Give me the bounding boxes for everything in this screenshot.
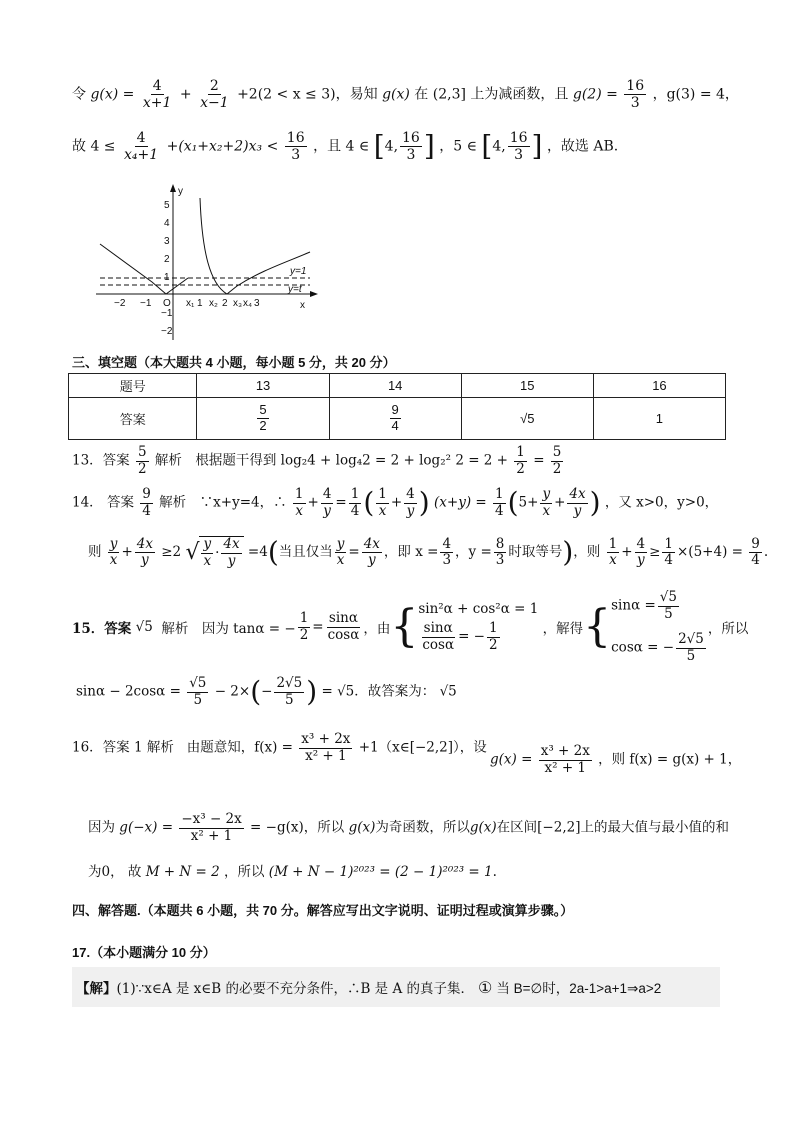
- sys-eq-2: $\frac{\sin\alpha}{\cos\alpha}$ = − $\frac{1}{2}$: [422, 620, 498, 653]
- section-4-title: 四、解答题.（本题共 6 小题，共 70 分。解答应写出文字说明、证明过程或演算步骤。）: [72, 903, 574, 918]
- fraction-16-over-3-c: [508, 130, 530, 163]
- q15-text-1: 解析 因为 tanα = −: [161, 621, 296, 638]
- hyperbola-branch: [200, 198, 227, 294]
- y-tick: 5: [164, 200, 170, 211]
- x-tick: 2: [222, 298, 228, 309]
- q14-end: .: [763, 544, 769, 561]
- solution-system: [611, 590, 708, 664]
- fraction-16-over-3: [285, 130, 307, 163]
- x-tick: x₃: [233, 298, 243, 309]
- text-prefix: 令: [72, 86, 86, 103]
- table-row: [69, 398, 726, 440]
- frac-den: 4: [391, 418, 399, 433]
- sol-1: sinα = $\frac{√5}{5}$: [611, 589, 677, 622]
- fraction: $\frac{y}{x}$: [203, 536, 212, 569]
- q14-l2-e: ，即 x =: [383, 544, 439, 561]
- q16-l3-d: (M + N − 1)²⁰²³ = (2 − 1)²⁰²³ = 1: [268, 864, 493, 880]
- line-end: ，故选 AB.: [546, 138, 619, 155]
- x-tick: −1: [140, 298, 152, 309]
- frac-num: 5: [552, 444, 562, 460]
- fraction: [257, 403, 268, 434]
- fraction: $\frac{4x}{y}$: [223, 536, 240, 569]
- x-tick: 3: [254, 298, 260, 309]
- q14-l2-a: 则: [88, 544, 102, 561]
- q14-line-2: 则 $\frac{y}{x}$ + $\frac{4x}{y}$ ≥2 √ $\frac{y}{x}$ · $\frac{4x}{y}$ =4(当且仅当 $\frac{y}{x}$ = $\frac{4x}{y}$ ，即 x = $\frac{4}{3}$ ，y = $\frac{8}{3}$ 时取等号)，则 $\frac{1}{x}$ + $\frac{4}{y}$ ≥ $\frac{1}{4}$ ×(5+4) = $\frac{9}{4}$ .: [88, 535, 769, 569]
- q16-l2-g: 在区间: [496, 819, 538, 836]
- g2: g(2) =: [572, 86, 618, 103]
- text-mid2: 在: [414, 86, 429, 103]
- q15-text-4: ，所以: [707, 621, 749, 638]
- q14-l2-i: ×(5+4) =: [677, 544, 743, 561]
- brace: {: [390, 601, 419, 653]
- interval: (2,3]: [432, 86, 466, 103]
- equation-system: [418, 601, 538, 653]
- text-mid: +(x₁+x₂+2)x₃ <: [166, 138, 279, 155]
- y-tick: 4: [164, 218, 170, 229]
- fraction: $\frac{y}{x}$: [542, 486, 551, 519]
- frac-num: 2: [209, 78, 219, 94]
- in4-text: 4 ∈: [345, 138, 370, 155]
- x-arrow: [310, 291, 318, 297]
- q15-text-2: ，由: [363, 621, 391, 638]
- x-tick: x₂: [209, 298, 218, 309]
- q15-line-1: 15．答案 √5 解析 因为 tanα = − $\frac{1}{2}$ = $\frac{\sin\alpha}{\cos\alpha}$ ，由 { sin²α + cos²α = 1 $\frac{\sin\alpha}{\cos\alpha}$ = − $\frac{1}{2}$ ，解得 { sinα = $\frac{√5}{5}$ cosα = − $\frac{2√5}{5}$ ，所以: [72, 589, 749, 664]
- q15-line-2: sinα − 2cosα = $\frac{√5}{5}$ − 2×(− $\frac{2√5}{5}$ ) = √5．故答案为： √5: [76, 675, 457, 709]
- table-row: [69, 374, 726, 398]
- q15-l2-b: − 2×: [214, 683, 251, 700]
- fraction: $\frac{1}{x}$: [378, 486, 387, 519]
- fraction: $\frac{1}{2}$: [299, 610, 309, 643]
- fraction-2-over-x-minus-1: [198, 78, 231, 111]
- equals: =: [533, 452, 545, 469]
- table-cell: 1: [593, 398, 725, 440]
- four-comma: 4,: [492, 138, 506, 155]
- x-axis-label: x: [300, 300, 305, 311]
- bracket-open: [: [373, 129, 385, 163]
- q16-line-1: [72, 732, 487, 764]
- left-branch: [100, 244, 188, 294]
- x-tick: −2: [114, 298, 126, 309]
- q14-l2-f: ，y =: [455, 544, 492, 561]
- q13-answer: [136, 445, 149, 477]
- sys-eq-1: sin²α + cos²α = 1: [418, 601, 539, 618]
- q16-l2-b: g(−x) =: [119, 819, 174, 836]
- fraction: $\frac{4}{y}$: [406, 486, 415, 519]
- table-cell: [329, 398, 461, 440]
- fraction: $\frac{8}{3}$: [495, 535, 505, 569]
- q16-l2-f: g(x): [469, 819, 497, 836]
- fraction: $\frac{4}{y}$: [636, 535, 646, 569]
- frac-num: 16: [626, 78, 645, 94]
- frac-den: x+1: [142, 95, 172, 112]
- q15-l2-c: = √5．故答案为：: [321, 683, 436, 700]
- fraction-4-over-x4-plus-1: [122, 130, 160, 163]
- x-tick: x₄: [243, 298, 253, 309]
- q13-number: 13．答案: [72, 452, 130, 469]
- q16-text-3: g(x) =: [490, 751, 533, 768]
- fraction: $\frac{4x}{y}$: [363, 535, 380, 569]
- fraction-result: [551, 445, 564, 477]
- frac-num: 16: [509, 130, 528, 146]
- q15-l2-a: sinα − 2cosα =: [76, 683, 181, 700]
- q14-text-b: (x+y) =: [434, 494, 487, 511]
- fraction: $\frac{4}{y}$: [322, 486, 332, 519]
- text-mid2: ，且: [313, 138, 342, 155]
- q14-l2-b: ≥2: [161, 544, 182, 561]
- inequality-line: [72, 130, 618, 163]
- q17-title: 17.（本小题满分 10 分）: [72, 945, 216, 960]
- answer-table: [68, 373, 726, 440]
- q16-text-1: 由题意知，f(x) =: [186, 739, 293, 756]
- q16-line-2: [88, 812, 729, 844]
- fraction: $\frac{1}{x}$: [294, 486, 304, 519]
- y-arrow: [170, 184, 176, 192]
- q14-answer: [140, 487, 153, 519]
- text-mid3: 上为减函数，且: [470, 86, 569, 103]
- frac-den: 2: [552, 460, 562, 477]
- fraction: [390, 403, 401, 434]
- q14-number: 14． 答案: [72, 494, 134, 511]
- line-label: y=1: [290, 266, 307, 277]
- plus-sign: +: [179, 86, 192, 103]
- q13-line: [72, 445, 565, 477]
- frac-num: 5: [259, 402, 267, 418]
- frac-num: 16: [402, 130, 420, 146]
- q16-l2-e: 为奇函数，所以: [375, 819, 470, 836]
- fraction: $\frac{y}{x}$: [109, 535, 118, 569]
- q16-l2-h: [−2,2]: [537, 819, 581, 836]
- q16-l3-a: 为0， 故: [88, 864, 142, 880]
- sol-2: cosα = − $\frac{2√5}{5}$: [611, 631, 704, 664]
- frac-num: 9: [391, 402, 399, 418]
- frac-num: 1: [516, 444, 525, 460]
- y-tick: −1: [161, 308, 173, 319]
- q16-line-3: [88, 860, 497, 880]
- g-def-lhs: g(x) =: [90, 86, 135, 103]
- fraction-16-over-3: [624, 78, 646, 111]
- in5-text: ，5 ∈: [439, 138, 477, 155]
- frac-den: 2: [137, 460, 147, 477]
- frac-den: 3: [406, 147, 416, 164]
- answer-label: 答案: [69, 398, 197, 440]
- q16-l3-e: .: [492, 864, 497, 880]
- brace: {: [583, 601, 612, 653]
- q16-text-2: +1（x∈[−2,2]），设: [358, 739, 487, 756]
- y-tick: 2: [164, 254, 170, 265]
- frac-den: 3: [514, 147, 524, 164]
- frac-num: 5: [137, 444, 147, 460]
- fraction: $\frac{y}{x}$: [336, 535, 345, 569]
- bracket-close: ]: [423, 129, 435, 163]
- table-cell: [197, 398, 329, 440]
- fraction: $\frac{4x}{y}$: [136, 535, 153, 569]
- four-comma: 4,: [384, 138, 399, 155]
- frac-num: 4: [136, 130, 146, 146]
- frac-den: 4: [142, 502, 151, 519]
- table-cell: √5: [461, 398, 593, 440]
- q16-text-4: ，则 f(x) = g(x) + 1，: [598, 751, 742, 768]
- fraction: $\frac{1}{4}$: [495, 486, 504, 519]
- y-axis-label: y: [178, 186, 183, 197]
- solution-text: (1)∵x∈A 是 x∈B 的必要不充分条件，∴B 是 A 的真子集．: [116, 981, 475, 997]
- y-tick: −2: [161, 326, 173, 337]
- bracket-close: ]: [531, 129, 543, 163]
- frac-den: 2: [516, 460, 525, 477]
- x-tick: O: [163, 298, 171, 309]
- solution-label: 【解】: [76, 981, 117, 996]
- table-header: 13: [197, 374, 329, 398]
- frac-num: 9: [142, 486, 151, 502]
- x-tick: 1: [197, 298, 203, 309]
- q14-l2-c: =4: [247, 544, 268, 561]
- fraction: $\frac{√5}{5}$: [189, 675, 207, 708]
- fraction: $\frac{\text{x³ + 2x}}{\text{x² + 1}}$: [540, 743, 590, 776]
- fraction: $\frac{1}{4}$: [350, 486, 360, 519]
- table-header: 15: [461, 374, 593, 398]
- four-le: 4 ≤: [90, 138, 116, 155]
- fraction: $\frac{4}{3}$: [442, 535, 452, 569]
- q16-l2-i: 上的最大值与最小值的和: [580, 819, 729, 836]
- q16-l2-d: g(x): [348, 819, 376, 836]
- table-header: 16: [593, 374, 725, 398]
- q17-solution-box: [72, 967, 720, 1007]
- g3-text: ，g(3) = 4，: [652, 86, 739, 103]
- q14-text-1: 解析 ∵x+y=4，∴: [159, 494, 287, 511]
- q16-l3-c: ，所以: [224, 864, 265, 880]
- fraction-half: [514, 445, 527, 477]
- fraction-4-over-x-plus-1: [141, 78, 174, 111]
- frac-den: 2: [259, 418, 267, 433]
- table-header: 题号: [69, 374, 197, 398]
- fraction-16-over-3-b: [400, 130, 422, 163]
- gx: g(x): [382, 86, 410, 103]
- fraction: $\frac{9}{4}$: [751, 535, 760, 569]
- solution-end: 当 B=∅时，2a-1>a+1⇒a>2: [496, 981, 662, 996]
- q15-number: 15．答案: [72, 621, 132, 638]
- text-prefix: 故: [72, 138, 86, 155]
- q16-l2-c: = −g(x)，所以: [250, 819, 345, 836]
- y-tick: 3: [164, 236, 170, 247]
- q16-number: 16．答案 1 解析: [72, 739, 174, 756]
- q14-l2-d: 当且仅当: [278, 544, 333, 561]
- x-tick: x₁: [186, 298, 195, 309]
- fraction: $\frac{\text{x³ + 2x}}{\text{x² + 1}}$: [301, 731, 351, 764]
- function-graph: [92, 182, 322, 342]
- q14-text-c: ，又 x>0，y>0，: [604, 494, 719, 511]
- fraction: $\frac{\sin\alpha}{\cos\alpha}$: [327, 610, 360, 643]
- table-header: 14: [329, 374, 461, 398]
- bracket-open: [: [481, 129, 493, 163]
- q14-l2-h: ，则: [573, 544, 601, 561]
- q16-l2-a: 因为: [88, 819, 115, 836]
- y-tick: 1: [164, 272, 170, 283]
- fraction: $\frac{\text{−x³ − 2x}}{\text{x² + 1}}$: [181, 811, 242, 844]
- q16-g-def: [490, 744, 741, 776]
- frac-den: 3: [630, 95, 640, 112]
- q14-l2-g: 时取等号: [508, 544, 563, 561]
- line-label: y=t: [288, 284, 302, 295]
- frac-num: 16: [286, 130, 305, 146]
- q15-text-3: ，解得: [542, 621, 584, 638]
- circle-one-icon: ①: [478, 977, 493, 997]
- frac-den: 3: [291, 147, 301, 164]
- fraction: $\frac{4x}{y}$: [569, 486, 586, 519]
- q16-l3-b: M + N = 2: [145, 864, 220, 880]
- section-3-title: 三、填空题（本大题共 4 小题，每小题 5 分，共 20 分）: [72, 355, 396, 370]
- fraction: $\frac{1}{4}$: [664, 535, 673, 569]
- frac-den: x₄+1: [124, 147, 159, 164]
- q15-answer: √5: [135, 619, 153, 636]
- q14-line-1: 14． 答案 $\frac{9}{4}$ 解析 ∵x+y=4，∴ $\frac{1}{x}$ + $\frac{4}{y}$ = $\frac{1}{4}$ ( $\frac{1}{x}$ + $\frac{4}{y}$ ) (x+y) = $\frac{1}{4}$ (5+ $\frac{y}{x}$ + $\frac{4x}{y}$ ) ，又 x>0，y>0，: [72, 486, 719, 520]
- fraction: $\frac{2√5}{5}$: [276, 675, 303, 708]
- fraction: $\frac{1}{x}$: [608, 535, 618, 569]
- q15-l2-d: √5: [439, 683, 457, 700]
- text-mid: +2(2 < x ≤ 3)，易知: [237, 86, 378, 103]
- frac-num: 4: [152, 78, 162, 94]
- q13-text: 解析 根据题干得到 log₂4 + log₄2 = 2 + log₂² 2 = 2 +: [154, 452, 508, 469]
- g-definition-line: [72, 78, 739, 111]
- frac-den: x−1: [200, 95, 229, 112]
